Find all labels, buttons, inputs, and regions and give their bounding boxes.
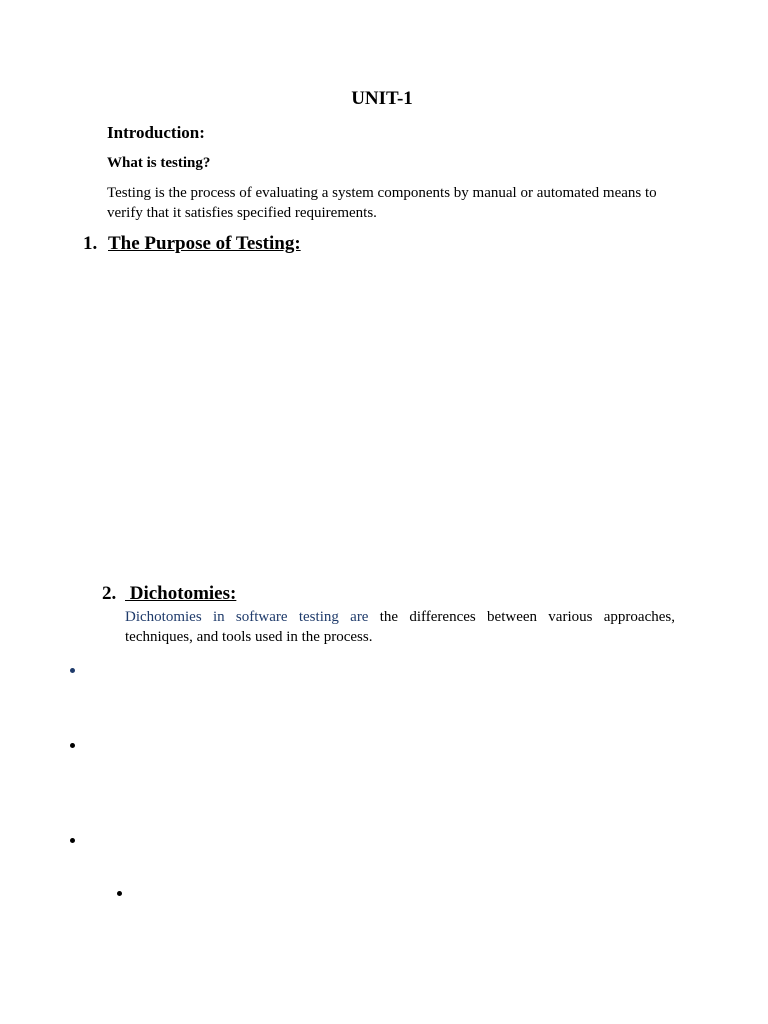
bullet-point [70,743,75,748]
dichotomies-highlight: Dichotomies in software testing are [125,609,369,625]
section-2-number: 2. [102,583,117,604]
bullet-point [70,838,75,843]
what-is-testing-heading: What is testing? [107,155,211,171]
dichotomies-paragraph [125,607,675,647]
page-title: UNIT-1 [351,88,413,109]
bullet-point [70,668,75,673]
bullet-point [117,891,122,896]
introduction-heading: Introduction: [107,123,205,142]
testing-definition: Testing is the process of evaluating a system components by manual or automated means to verify that it satisfies specified requirements. [107,185,657,221]
section-1-number: 1. [83,233,98,254]
section-2-title: Dichotomies: [125,583,237,604]
dichotomies-rest: the differences between various approaches, techniques, and tools used in the process. [125,609,675,645]
section-1-title: The Purpose of Testing: [108,233,301,254]
